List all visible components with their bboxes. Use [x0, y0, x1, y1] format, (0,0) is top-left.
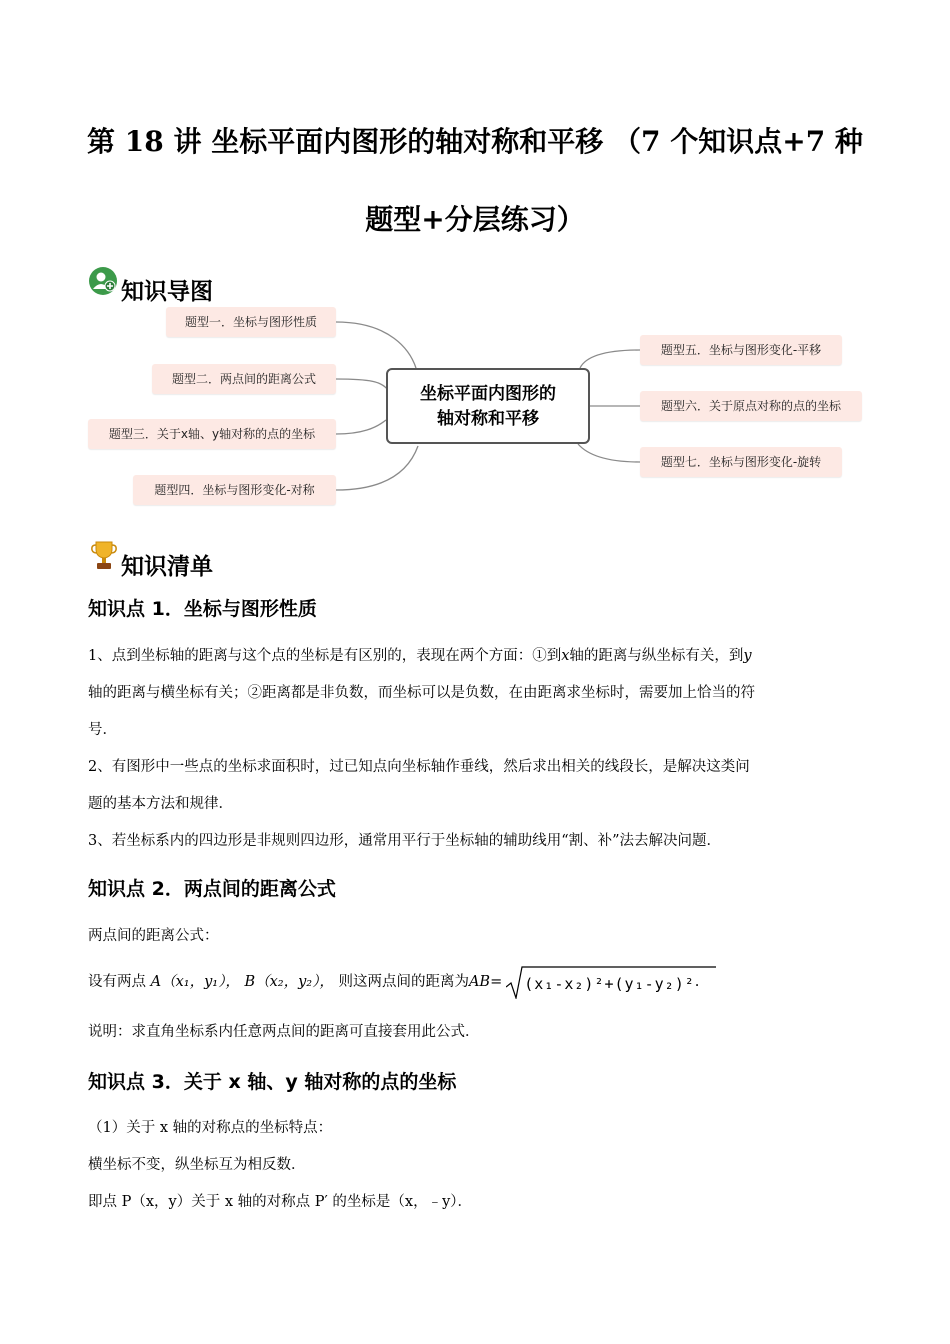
kp1-paragraph-3: 3、若坐标系内的四边形是非规则四边形，通常用平行于坐标轴的辅助线用“割、补”法去解决问题． [88, 833, 722, 849]
kp3-line-1: （1）关于 x 轴的对称点的坐标特点： [88, 1120, 333, 1136]
connector-right-1 [580, 350, 640, 368]
mindmap-node-type-6: 题型六．关于原点对称的点的坐标 [640, 391, 862, 421]
kp1-heading: 知识点 1．坐标与图形性质 [88, 598, 317, 620]
connector-left-1 [336, 322, 416, 368]
mindmap [0, 0, 950, 520]
page-title-line-1: 第 18 讲 坐标平面内图形的轴对称和平移 （7 个知识点+7 种 [87, 125, 863, 158]
kp1-p1-line-1: 1、点到坐标轴的距离与这个点的坐标是有区别的，表现在两个方面：①到x轴的距离与纵坐标有关，到y [88, 648, 752, 664]
kp2-intro: 两点间的距离公式： [88, 928, 219, 944]
mindmap-node-type-5: 题型五．坐标与图形变化-平移 [640, 335, 842, 365]
kp1-p2-line-2: 题的基本方法和规律． [88, 796, 233, 812]
kp2-heading: 知识点 2．两点间的距离公式 [88, 878, 336, 900]
connector-left-3 [336, 420, 386, 434]
connector-right-3 [578, 444, 640, 462]
connector-left-2 [336, 379, 388, 390]
kp1-paragraph-2 [88, 749, 868, 823]
kp3-heading: 知识点 3．关于 x 轴、y 轴对称的点的坐标 [88, 1071, 457, 1093]
mindmap-node-type-3: 题型三．关于x轴、y轴对称的点的坐标 [88, 419, 336, 449]
connector-left-4 [336, 446, 418, 490]
mindmap-node-type-1: 题型一．坐标与图形性质 [166, 307, 336, 337]
trophy-icon [90, 539, 118, 571]
mindmap-center-line-2: 轴对称和平移 [437, 409, 539, 429]
mindmap-heading: 知识导图 [121, 279, 213, 305]
mindmap-node-type-2: 题型二．两点间的距离公式 [152, 364, 336, 394]
mindmap-center-line-1: 坐标平面内图形的 [420, 384, 556, 404]
kp3-line-2: 横坐标不变，纵坐标互为相反数． [88, 1157, 306, 1173]
radicand: (x₁-x₂)²+(y₁-y₂)² [524, 975, 695, 993]
kp2-note: 说明：求直角坐标系内任意两点间的距离可直接套用此公式． [88, 1024, 480, 1040]
mindmap-node-type-4: 题型四．坐标与图形变化-对称 [133, 475, 336, 505]
kp1-p1-line-3: 号． [88, 722, 117, 738]
kp2-formula: 设有两点 A（x₁，y₁）， B（x₂，y₂）， 则这两点间的距离为AB= (x₁-x₂)²+(y₁-y₂)². [88, 962, 699, 1002]
sqrt-expression [506, 965, 695, 999]
mindmap-center-node [386, 368, 590, 444]
page-title-line-2: 题型+分层练习） [365, 203, 585, 236]
kp1-p1-line-2: 轴的距离与横坐标有关；②距离都是非负数，而坐标可以是负数，在由距离求坐标时，需要加上恰当的符 [88, 685, 755, 701]
kp1-p2-line-1: 2、有图形中一些点的坐标求面积时，过已知点向坐标轴作垂线，然后求出相关的线段长，是解决这类问 [88, 759, 750, 775]
knowledge-list-heading: 知识清单 [121, 554, 213, 580]
kp1-paragraph-1 [88, 638, 868, 749]
mindmap-node-type-7: 题型七．坐标与图形变化-旋转 [640, 447, 842, 477]
kp3-line-3: 即点 P（x，y）关于 x 轴的对称点 P′ 的坐标是（x，﹣y）． [88, 1194, 473, 1210]
